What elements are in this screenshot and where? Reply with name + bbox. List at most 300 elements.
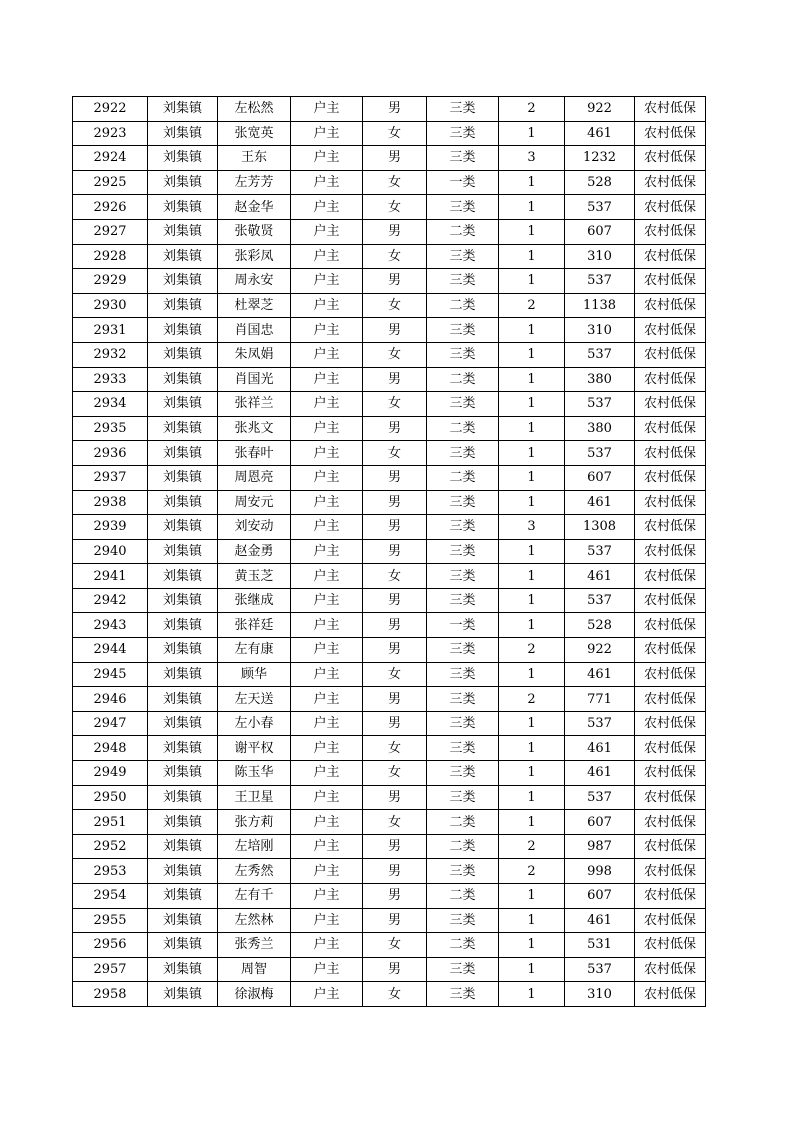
name-cell: 赵金华 [218, 195, 291, 220]
relation-cell: 户主 [291, 736, 363, 761]
category-cell: 三类 [427, 269, 499, 294]
amount-cell: 607 [565, 465, 635, 490]
amount-cell: 537 [565, 441, 635, 466]
town-cell: 刘集镇 [148, 269, 218, 294]
row-number-cell: 2954 [73, 884, 148, 909]
table-row [73, 834, 706, 859]
town-cell: 刘集镇 [148, 367, 218, 392]
row-number-cell: 2926 [73, 195, 148, 220]
table-row [73, 859, 706, 884]
household-size-cell: 1 [499, 318, 565, 343]
assistance-type-cell: 农村低保 [635, 269, 706, 294]
gender-cell: 女 [363, 244, 427, 269]
name-cell: 杜翠芝 [218, 293, 291, 318]
amount-cell: 537 [565, 269, 635, 294]
relation-cell: 户主 [291, 662, 363, 687]
amount-cell: 310 [565, 982, 635, 1007]
assistance-type-cell: 农村低保 [635, 367, 706, 392]
amount-cell: 380 [565, 367, 635, 392]
town-cell: 刘集镇 [148, 810, 218, 835]
name-cell: 张方莉 [218, 810, 291, 835]
name-cell: 赵金勇 [218, 539, 291, 564]
table-row [73, 957, 706, 982]
table-body [73, 97, 706, 1007]
relation-cell: 户主 [291, 293, 363, 318]
household-size-cell: 1 [499, 711, 565, 736]
table-row [73, 761, 706, 786]
relation-cell: 户主 [291, 613, 363, 638]
town-cell: 刘集镇 [148, 219, 218, 244]
category-cell: 三类 [427, 490, 499, 515]
gender-cell: 男 [363, 539, 427, 564]
amount-cell: 537 [565, 588, 635, 613]
amount-cell: 607 [565, 810, 635, 835]
assistance-type-cell: 农村低保 [635, 146, 706, 171]
gender-cell: 男 [363, 957, 427, 982]
row-number-cell: 2958 [73, 982, 148, 1007]
assistance-type-cell: 农村低保 [635, 982, 706, 1007]
household-size-cell: 1 [499, 342, 565, 367]
town-cell: 刘集镇 [148, 392, 218, 417]
relation-cell: 户主 [291, 97, 363, 122]
assistance-type-cell: 农村低保 [635, 662, 706, 687]
amount-cell: 461 [565, 564, 635, 589]
household-size-cell: 2 [499, 687, 565, 712]
table-row [73, 465, 706, 490]
amount-cell: 461 [565, 761, 635, 786]
category-cell: 一类 [427, 613, 499, 638]
row-number-cell: 2942 [73, 588, 148, 613]
table-row [73, 269, 706, 294]
name-cell: 张祥兰 [218, 392, 291, 417]
amount-cell: 380 [565, 416, 635, 441]
household-size-cell: 1 [499, 416, 565, 441]
category-cell: 三类 [427, 711, 499, 736]
town-cell: 刘集镇 [148, 170, 218, 195]
name-cell: 张兆文 [218, 416, 291, 441]
town-cell: 刘集镇 [148, 761, 218, 786]
town-cell: 刘集镇 [148, 416, 218, 441]
category-cell: 三类 [427, 97, 499, 122]
relation-cell: 户主 [291, 416, 363, 441]
category-cell: 三类 [427, 638, 499, 663]
assistance-type-cell: 农村低保 [635, 97, 706, 122]
relation-cell: 户主 [291, 785, 363, 810]
gender-cell: 女 [363, 392, 427, 417]
gender-cell: 女 [363, 342, 427, 367]
name-cell: 徐淑梅 [218, 982, 291, 1007]
town-cell: 刘集镇 [148, 465, 218, 490]
assistance-type-cell: 农村低保 [635, 908, 706, 933]
table-row [73, 392, 706, 417]
name-cell: 王东 [218, 146, 291, 171]
gender-cell: 男 [363, 638, 427, 663]
name-cell: 左然林 [218, 908, 291, 933]
amount-cell: 537 [565, 957, 635, 982]
gender-cell: 女 [363, 662, 427, 687]
relation-cell: 户主 [291, 515, 363, 540]
town-cell: 刘集镇 [148, 97, 218, 122]
row-number-cell: 2950 [73, 785, 148, 810]
town-cell: 刘集镇 [148, 736, 218, 761]
town-cell: 刘集镇 [148, 711, 218, 736]
amount-cell: 528 [565, 613, 635, 638]
row-number-cell: 2957 [73, 957, 148, 982]
household-size-cell: 2 [499, 97, 565, 122]
row-number-cell: 2935 [73, 416, 148, 441]
town-cell: 刘集镇 [148, 933, 218, 958]
town-cell: 刘集镇 [148, 785, 218, 810]
name-cell: 左秀然 [218, 859, 291, 884]
gender-cell: 男 [363, 515, 427, 540]
assistance-type-cell: 农村低保 [635, 736, 706, 761]
relation-cell: 户主 [291, 711, 363, 736]
table-row [73, 293, 706, 318]
assistance-type-cell: 农村低保 [635, 293, 706, 318]
household-size-cell: 2 [499, 859, 565, 884]
name-cell: 张敬贤 [218, 219, 291, 244]
household-size-cell: 1 [499, 982, 565, 1007]
household-size-cell: 1 [499, 465, 565, 490]
category-cell: 三类 [427, 785, 499, 810]
relation-cell: 户主 [291, 121, 363, 146]
town-cell: 刘集镇 [148, 908, 218, 933]
category-cell: 三类 [427, 195, 499, 220]
table-row [73, 539, 706, 564]
name-cell: 周智 [218, 957, 291, 982]
gender-cell: 女 [363, 810, 427, 835]
category-cell: 二类 [427, 219, 499, 244]
household-size-cell: 2 [499, 834, 565, 859]
assistance-type-cell: 农村低保 [635, 957, 706, 982]
gender-cell: 男 [363, 97, 427, 122]
row-number-cell: 2945 [73, 662, 148, 687]
amount-cell: 607 [565, 884, 635, 909]
gender-cell: 男 [363, 785, 427, 810]
household-size-cell: 1 [499, 539, 565, 564]
category-cell: 二类 [427, 884, 499, 909]
category-cell: 二类 [427, 834, 499, 859]
assistance-type-cell: 农村低保 [635, 613, 706, 638]
relation-cell: 户主 [291, 170, 363, 195]
row-number-cell: 2932 [73, 342, 148, 367]
gender-cell: 男 [363, 859, 427, 884]
gender-cell: 女 [363, 293, 427, 318]
row-number-cell: 2922 [73, 97, 148, 122]
name-cell: 肖国光 [218, 367, 291, 392]
amount-cell: 771 [565, 687, 635, 712]
relation-cell: 户主 [291, 908, 363, 933]
gender-cell: 女 [363, 195, 427, 220]
assistance-type-cell: 农村低保 [635, 465, 706, 490]
household-size-cell: 1 [499, 367, 565, 392]
relation-cell: 户主 [291, 859, 363, 884]
category-cell: 三类 [427, 908, 499, 933]
town-cell: 刘集镇 [148, 588, 218, 613]
category-cell: 三类 [427, 392, 499, 417]
name-cell: 刘安动 [218, 515, 291, 540]
row-number-cell: 2951 [73, 810, 148, 835]
row-number-cell: 2925 [73, 170, 148, 195]
town-cell: 刘集镇 [148, 957, 218, 982]
table-row [73, 490, 706, 515]
household-size-cell: 1 [499, 736, 565, 761]
amount-cell: 998 [565, 859, 635, 884]
assistance-type-cell: 农村低保 [635, 834, 706, 859]
name-cell: 谢平权 [218, 736, 291, 761]
table-row [73, 736, 706, 761]
row-number-cell: 2949 [73, 761, 148, 786]
category-cell: 三类 [427, 515, 499, 540]
amount-cell: 461 [565, 490, 635, 515]
assistance-type-cell: 农村低保 [635, 564, 706, 589]
amount-cell: 922 [565, 638, 635, 663]
name-cell: 张宽英 [218, 121, 291, 146]
gender-cell: 男 [363, 269, 427, 294]
gender-cell: 男 [363, 687, 427, 712]
name-cell: 左小春 [218, 711, 291, 736]
amount-cell: 537 [565, 342, 635, 367]
row-number-cell: 2955 [73, 908, 148, 933]
relation-cell: 户主 [291, 982, 363, 1007]
gender-cell: 男 [363, 465, 427, 490]
row-number-cell: 2936 [73, 441, 148, 466]
name-cell: 张祥廷 [218, 613, 291, 638]
category-cell: 三类 [427, 736, 499, 761]
table-row [73, 244, 706, 269]
gender-cell: 女 [363, 982, 427, 1007]
category-cell: 二类 [427, 465, 499, 490]
amount-cell: 607 [565, 219, 635, 244]
town-cell: 刘集镇 [148, 195, 218, 220]
category-cell: 三类 [427, 662, 499, 687]
town-cell: 刘集镇 [148, 859, 218, 884]
row-number-cell: 2952 [73, 834, 148, 859]
category-cell: 三类 [427, 539, 499, 564]
assistance-type-cell: 农村低保 [635, 859, 706, 884]
table-row [73, 318, 706, 343]
name-cell: 左有千 [218, 884, 291, 909]
assistance-type-cell: 农村低保 [635, 539, 706, 564]
category-cell: 三类 [427, 342, 499, 367]
row-number-cell: 2944 [73, 638, 148, 663]
relation-cell: 户主 [291, 539, 363, 564]
assistance-type-cell: 农村低保 [635, 884, 706, 909]
town-cell: 刘集镇 [148, 884, 218, 909]
assistance-type-cell: 农村低保 [635, 170, 706, 195]
gender-cell: 男 [363, 834, 427, 859]
gender-cell: 女 [363, 441, 427, 466]
category-cell: 三类 [427, 121, 499, 146]
relation-cell: 户主 [291, 834, 363, 859]
town-cell: 刘集镇 [148, 834, 218, 859]
town-cell: 刘集镇 [148, 687, 218, 712]
row-number-cell: 2931 [73, 318, 148, 343]
relation-cell: 户主 [291, 687, 363, 712]
assistance-type-cell: 农村低保 [635, 219, 706, 244]
gender-cell: 男 [363, 884, 427, 909]
category-cell: 二类 [427, 367, 499, 392]
gender-cell: 男 [363, 908, 427, 933]
relation-cell: 户主 [291, 392, 363, 417]
assistance-type-cell: 农村低保 [635, 441, 706, 466]
household-size-cell: 1 [499, 121, 565, 146]
row-number-cell: 2946 [73, 687, 148, 712]
name-cell: 王卫星 [218, 785, 291, 810]
household-size-cell: 1 [499, 195, 565, 220]
household-size-cell: 1 [499, 785, 565, 810]
category-cell: 三类 [427, 982, 499, 1007]
row-number-cell: 2927 [73, 219, 148, 244]
category-cell: 二类 [427, 416, 499, 441]
relation-cell: 户主 [291, 269, 363, 294]
table-row [73, 564, 706, 589]
amount-cell: 310 [565, 318, 635, 343]
amount-cell: 537 [565, 392, 635, 417]
table-row [73, 933, 706, 958]
town-cell: 刘集镇 [148, 490, 218, 515]
category-cell: 三类 [427, 318, 499, 343]
table-row [73, 662, 706, 687]
amount-cell: 531 [565, 933, 635, 958]
name-cell: 周安元 [218, 490, 291, 515]
amount-cell: 987 [565, 834, 635, 859]
town-cell: 刘集镇 [148, 342, 218, 367]
amount-cell: 461 [565, 662, 635, 687]
table-row [73, 785, 706, 810]
relation-cell: 户主 [291, 195, 363, 220]
relation-cell: 户主 [291, 342, 363, 367]
row-number-cell: 2956 [73, 933, 148, 958]
household-size-cell: 1 [499, 662, 565, 687]
table-row [73, 687, 706, 712]
town-cell: 刘集镇 [148, 539, 218, 564]
amount-cell: 461 [565, 121, 635, 146]
relation-cell: 户主 [291, 588, 363, 613]
table-row [73, 884, 706, 909]
name-cell: 左松然 [218, 97, 291, 122]
town-cell: 刘集镇 [148, 613, 218, 638]
amount-cell: 1232 [565, 146, 635, 171]
assistance-type-cell: 农村低保 [635, 687, 706, 712]
table-row [73, 515, 706, 540]
amount-cell: 310 [565, 244, 635, 269]
name-cell: 黄玉芝 [218, 564, 291, 589]
gender-cell: 男 [363, 367, 427, 392]
category-cell: 三类 [427, 441, 499, 466]
assistance-type-cell: 农村低保 [635, 318, 706, 343]
household-size-cell: 1 [499, 957, 565, 982]
category-cell: 三类 [427, 957, 499, 982]
table-row [73, 588, 706, 613]
town-cell: 刘集镇 [148, 293, 218, 318]
town-cell: 刘集镇 [148, 982, 218, 1007]
household-size-cell: 3 [499, 146, 565, 171]
category-cell: 二类 [427, 810, 499, 835]
household-size-cell: 1 [499, 761, 565, 786]
row-number-cell: 2924 [73, 146, 148, 171]
name-cell: 顾华 [218, 662, 291, 687]
household-size-cell: 1 [499, 269, 565, 294]
relation-cell: 户主 [291, 933, 363, 958]
assistance-type-cell: 农村低保 [635, 785, 706, 810]
row-number-cell: 2947 [73, 711, 148, 736]
gender-cell: 男 [363, 490, 427, 515]
household-size-cell: 1 [499, 588, 565, 613]
amount-cell: 528 [565, 170, 635, 195]
name-cell: 陈玉华 [218, 761, 291, 786]
relation-cell: 户主 [291, 244, 363, 269]
row-number-cell: 2928 [73, 244, 148, 269]
name-cell: 张继成 [218, 588, 291, 613]
category-cell: 三类 [427, 859, 499, 884]
relation-cell: 户主 [291, 441, 363, 466]
table-row [73, 908, 706, 933]
relation-cell: 户主 [291, 638, 363, 663]
name-cell: 张彩凤 [218, 244, 291, 269]
town-cell: 刘集镇 [148, 244, 218, 269]
category-cell: 一类 [427, 170, 499, 195]
row-number-cell: 2943 [73, 613, 148, 638]
name-cell: 周恩亮 [218, 465, 291, 490]
name-cell: 周永安 [218, 269, 291, 294]
town-cell: 刘集镇 [148, 146, 218, 171]
table-row [73, 613, 706, 638]
row-number-cell: 2929 [73, 269, 148, 294]
row-number-cell: 2937 [73, 465, 148, 490]
household-size-cell: 1 [499, 219, 565, 244]
gender-cell: 男 [363, 613, 427, 638]
amount-cell: 537 [565, 711, 635, 736]
relation-cell: 户主 [291, 146, 363, 171]
assistance-type-cell: 农村低保 [635, 416, 706, 441]
table-row [73, 416, 706, 441]
household-size-cell: 1 [499, 884, 565, 909]
name-cell: 张春叶 [218, 441, 291, 466]
gender-cell: 男 [363, 219, 427, 244]
assistance-type-cell: 农村低保 [635, 195, 706, 220]
amount-cell: 461 [565, 908, 635, 933]
gender-cell: 女 [363, 564, 427, 589]
relation-cell: 户主 [291, 957, 363, 982]
gender-cell: 女 [363, 170, 427, 195]
row-number-cell: 2948 [73, 736, 148, 761]
amount-cell: 537 [565, 539, 635, 564]
table-row [73, 638, 706, 663]
assistance-type-cell: 农村低保 [635, 933, 706, 958]
name-cell: 左培刚 [218, 834, 291, 859]
relation-cell: 户主 [291, 810, 363, 835]
category-cell: 二类 [427, 933, 499, 958]
amount-cell: 537 [565, 195, 635, 220]
household-size-cell: 1 [499, 810, 565, 835]
name-cell: 左芳芳 [218, 170, 291, 195]
household-size-cell: 1 [499, 564, 565, 589]
town-cell: 刘集镇 [148, 515, 218, 540]
household-size-cell: 1 [499, 933, 565, 958]
row-number-cell: 2934 [73, 392, 148, 417]
household-size-cell: 2 [499, 293, 565, 318]
relation-cell: 户主 [291, 564, 363, 589]
category-cell: 三类 [427, 244, 499, 269]
row-number-cell: 2923 [73, 121, 148, 146]
household-size-cell: 2 [499, 638, 565, 663]
town-cell: 刘集镇 [148, 121, 218, 146]
relation-cell: 户主 [291, 465, 363, 490]
amount-cell: 537 [565, 785, 635, 810]
table-row [73, 711, 706, 736]
relation-cell: 户主 [291, 219, 363, 244]
